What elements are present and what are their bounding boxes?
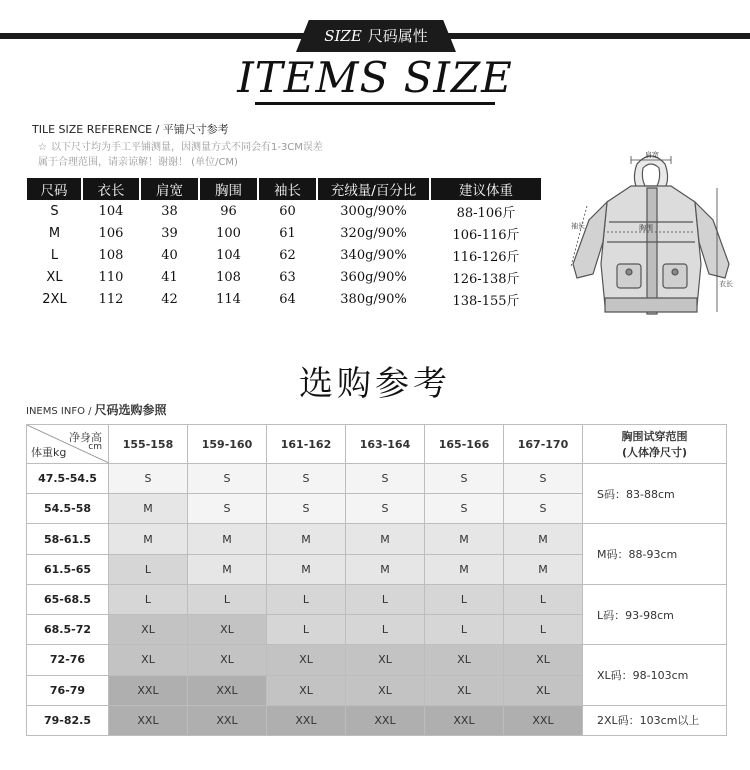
- size-table-cell: 116-126斤: [452, 249, 520, 265]
- size-table-cell: 360g/90%: [340, 269, 407, 285]
- size-cell: M: [504, 554, 583, 584]
- size-cell: L: [109, 554, 188, 584]
- size-table-header: [27, 178, 542, 200]
- size-table-cell: 126-138斤: [452, 271, 520, 287]
- size-table-cell: 138-155斤: [452, 293, 520, 309]
- jacket-outline-icon: [567, 146, 735, 326]
- weight-cell: 65-68.5: [27, 584, 109, 614]
- chest-range-cell: 2XL码：103cm以上: [583, 705, 727, 735]
- weight-cell: 61.5-65: [27, 554, 109, 584]
- size-cell: S: [425, 464, 504, 494]
- size-cell: XL: [109, 615, 188, 645]
- size-table-cell: 41: [161, 269, 178, 285]
- height-header: 161-162: [267, 425, 346, 464]
- length-label: 衣长: [719, 280, 733, 288]
- size-table-header-cell: 衣长: [82, 178, 140, 200]
- size-cell: XL: [425, 645, 504, 675]
- size-cell: L: [188, 584, 267, 614]
- size-cell: S: [504, 494, 583, 524]
- size-table-cell: 64: [279, 291, 296, 307]
- weight-cell: 76-79: [27, 675, 109, 705]
- info-label-zh: 尺码选购参照: [94, 403, 167, 417]
- grid-row: [27, 705, 727, 735]
- size-cell: S: [425, 494, 504, 524]
- height-header: 167-170: [504, 425, 583, 464]
- size-cell: L: [267, 615, 346, 645]
- title-underline: [255, 102, 495, 105]
- chest-range-cell: L码：93-98cm: [583, 584, 727, 644]
- size-cell: L: [504, 584, 583, 614]
- size-cell: S: [188, 464, 267, 494]
- size-cell: XXL: [188, 675, 267, 705]
- size-cell: S: [346, 494, 425, 524]
- header-zh: 尺码属性: [367, 27, 428, 45]
- grid-row: [27, 524, 727, 554]
- size-table-header-cell: 建议体重: [430, 178, 542, 200]
- weight-cell: 58-61.5: [27, 524, 109, 554]
- size-cell: M: [346, 554, 425, 584]
- size-cell: L: [425, 584, 504, 614]
- size-table-cell: 60: [279, 203, 296, 219]
- size-table-cell: 340g/90%: [340, 247, 407, 263]
- range-header-line-1: 胸围试穿范围: [621, 430, 688, 443]
- size-cell: S: [267, 464, 346, 494]
- size-cell: XXL: [504, 705, 583, 735]
- size-label: 2XL: [42, 291, 67, 307]
- info-label: [26, 401, 167, 418]
- size-cell: L: [267, 584, 346, 614]
- jacket-diagram: [567, 146, 735, 326]
- star-icon: ☆: [38, 142, 47, 153]
- size-cell: XXL: [109, 675, 188, 705]
- size-table-cell: 110: [98, 269, 124, 285]
- header-text: [296, 20, 456, 52]
- size-table-cell: 63: [279, 269, 296, 285]
- size-cell: XXL: [425, 705, 504, 735]
- size-cell: XXL: [346, 705, 425, 735]
- size-table-cell: 114: [216, 291, 241, 307]
- size-table-cell: 96: [220, 203, 237, 219]
- height-header: 155-158: [109, 425, 188, 464]
- size-cell: S: [109, 464, 188, 494]
- chest-range-cell: XL码：98-103cm: [583, 645, 727, 705]
- size-cell: L: [425, 615, 504, 645]
- size-table-cell: 300g/90%: [340, 203, 407, 219]
- range-header-line-2: (人体净尺寸): [621, 446, 688, 459]
- size-table-header-cell: 袖长: [258, 178, 317, 200]
- size-table-cell: 62: [279, 247, 296, 263]
- size-cell: M: [188, 554, 267, 584]
- weight-cell: 68.5-72: [27, 615, 109, 645]
- size-cell: XL: [346, 645, 425, 675]
- size-table-header-cell: 尺码: [27, 178, 82, 200]
- size-cell: XXL: [188, 705, 267, 735]
- size-table-row: [27, 266, 542, 288]
- size-cell: M: [504, 524, 583, 554]
- size-cell: XXL: [267, 705, 346, 735]
- size-table-cell: 108: [98, 247, 124, 263]
- weight-cell: 72-76: [27, 645, 109, 675]
- size-table-cell: 42: [161, 291, 178, 307]
- grid-row: [27, 645, 727, 675]
- size-table-cell: 39: [161, 225, 178, 241]
- size-cell: M: [267, 524, 346, 554]
- size-table: [27, 178, 543, 310]
- range-header: [583, 425, 727, 464]
- weight-cell: 79-82.5: [27, 705, 109, 735]
- size-cell: M: [267, 554, 346, 584]
- size-table-cell: 104: [98, 203, 124, 219]
- size-table-cell: 106: [98, 225, 124, 241]
- size-table-cell: 106-116斤: [452, 227, 520, 243]
- corner-weight: 体重kg: [31, 446, 67, 459]
- measurement-note: [38, 140, 398, 170]
- size-cell: XXL: [109, 705, 188, 735]
- size-cell: S: [504, 464, 583, 494]
- size-table-cell: 104: [216, 247, 241, 263]
- size-cell: XL: [267, 645, 346, 675]
- size-table-header-cell: 胸围: [199, 178, 258, 200]
- grid-row: [27, 464, 727, 494]
- size-cell: M: [346, 524, 425, 554]
- weight-cell: 47.5-54.5: [27, 464, 109, 494]
- size-table-cell: 88-106斤: [456, 205, 516, 221]
- size-cell: XL: [504, 645, 583, 675]
- corner-height-label: 净身高: [69, 431, 102, 444]
- size-table-row: [27, 288, 542, 310]
- size-table-row: [27, 200, 542, 222]
- note-line-1: 以下尺寸均为手工平铺测量，因测量方式不同会有1-3CM误差: [50, 142, 323, 153]
- size-cell: L: [346, 615, 425, 645]
- tile-size-reference: TILE SIZE REFERENCE / 平铺尺寸参考: [32, 123, 229, 136]
- size-cell: XL: [109, 645, 188, 675]
- weight-cell: 54.5-58: [27, 494, 109, 524]
- size-table-cell: 108: [216, 269, 241, 285]
- section-title: 选购参考: [299, 364, 451, 404]
- chest-range-cell: M码：88-93cm: [583, 524, 727, 584]
- size-table-cell: 38: [161, 203, 178, 219]
- grid-header-row: [27, 425, 727, 464]
- size-label: S: [50, 203, 59, 219]
- note-line-2: 属于合理范围，请亲谅解！谢谢！ (单位/CM): [38, 157, 238, 168]
- size-cell: M: [425, 554, 504, 584]
- size-cell: XL: [504, 675, 583, 705]
- size-table-cell: 40: [161, 247, 178, 263]
- size-label: L: [50, 247, 59, 263]
- size-cell: S: [346, 464, 425, 494]
- size-cell: L: [504, 615, 583, 645]
- size-cell: XL: [188, 645, 267, 675]
- height-header: 159-160: [188, 425, 267, 464]
- height-header: 165-166: [425, 425, 504, 464]
- info-label-en: INEMS INFO /: [26, 406, 92, 417]
- size-table-cell: 380g/90%: [340, 291, 407, 307]
- size-cell: S: [267, 494, 346, 524]
- corner-unit: cm: [88, 442, 102, 452]
- grid-row: [27, 584, 727, 614]
- header-en: SIZE: [324, 27, 362, 45]
- size-cell: L: [346, 584, 425, 614]
- size-cell: XL: [346, 675, 425, 705]
- size-cell: M: [188, 524, 267, 554]
- size-cell: M: [109, 524, 188, 554]
- size-table-cell: 61: [279, 225, 296, 241]
- size-table-row: [27, 244, 542, 266]
- chest-label: 胸围: [639, 224, 653, 232]
- size-table-cell: 100: [216, 225, 241, 241]
- size-table-cell: 320g/90%: [340, 225, 407, 241]
- size-cell: XL: [188, 615, 267, 645]
- fit-grid: [26, 424, 727, 736]
- size-cell: M: [109, 494, 188, 524]
- page-title: ITEMS SIZE: [237, 53, 513, 102]
- size-table-cell: 112: [98, 291, 124, 307]
- size-label: XL: [46, 269, 63, 285]
- height-header: 163-164: [346, 425, 425, 464]
- chest-range-cell: S码：83-88cm: [583, 464, 727, 524]
- size-cell: S: [188, 494, 267, 524]
- size-table-header-cell: 充绒量/百分比: [317, 178, 430, 200]
- grid-corner-cell: [27, 425, 109, 464]
- shoulder-label: 肩宽: [645, 151, 659, 159]
- size-table-header-cell: 肩宽: [140, 178, 199, 200]
- size-cell: XL: [425, 675, 504, 705]
- header-bar: [0, 20, 750, 52]
- size-cell: M: [425, 524, 504, 554]
- size-cell: XL: [267, 675, 346, 705]
- sleeve-label: 袖长: [571, 222, 585, 230]
- size-cell: L: [109, 584, 188, 614]
- size-table-row: [27, 222, 542, 244]
- size-label: M: [48, 225, 61, 241]
